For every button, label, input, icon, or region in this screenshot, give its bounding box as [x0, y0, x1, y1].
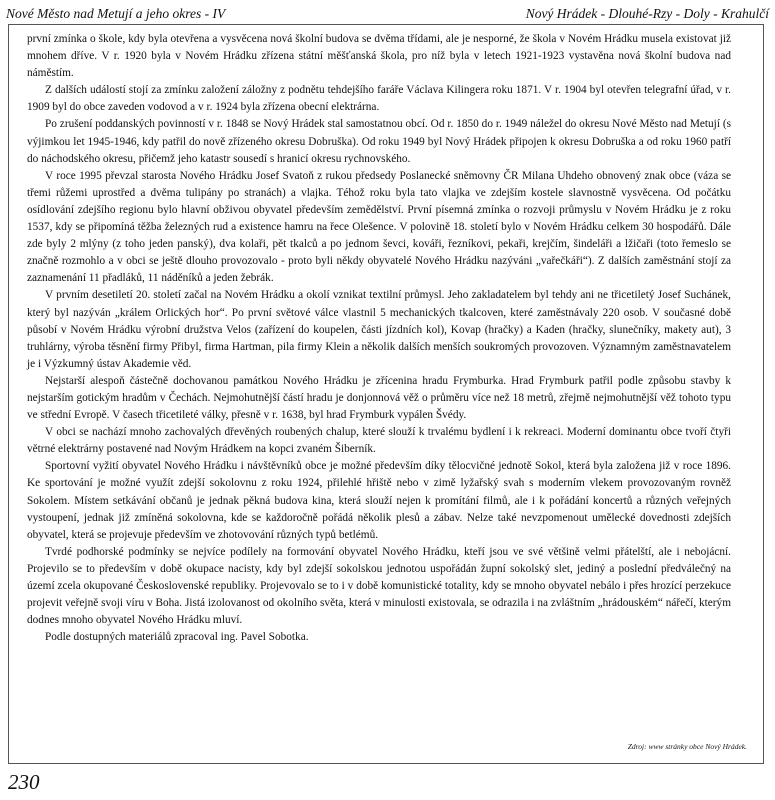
paragraph-coat-of-arms-industry: V roce 1995 převzal starosta Nového Hrádku Josef Svatoň z rukou předsedy Poslanecké sněmovny ČR Milana Uhdeho obnovený znak obce (váza se třemi růžemi uprostřed a dvěma tulipány po stranách) a vlajka. Téhož roku byla tato vlajka ve zdejším kostele slavnostně vysvěcena. Od počátku osídlování zdejšího regionu bylo hlavní obživou obyvatel především zemědělství. První písemná zmínka o rozvoji průmyslu v Novém Hrádku je z roku 1537, kdy se připomíná těžba železných rud a existence hamru na řece Olešence. V polovině 18. století bylo v Novém Hrádku celkem 30 hospodářů. Dále zde byly 2 mlýny (z toho jeden panský), dva kolaři, pět tkalců a po jednom ševci, kováři, řezníkovi, pekaři, krejčím, šindeláři a lžičaři (toto řemeslo se značně rozmohlo a v obci se ještě dlouho provozovalo - proto byli někdy obyvatelé Nového Hrádku nazýváni „vařečkáři“). Z dalších zaměstnání stojí za zaznamenání 11 přadláků, 11 náděníků a jeden žebrák.: [27, 169, 731, 285]
header-book-title: Nové Město nad Metují a jeho okres - IV: [6, 6, 226, 21]
paragraph-people: Tvrdé podhorské podmínky se nejvíce podílely na formování obyvatel Nového Hrádku, kteří jsou ve své většině velmi přátelští, ale i nebojácní. Projevilo se to především v době okupace nacisty, kdy byl zdejší sokolskou jednotou uspořádán župní sokolský slet, jediný a poslední předválečný na území zcela okupované Československé republiky. Projevovalo se to i v době komunistické totality, kdy se mnoho obyvatel nebálo i přes hrozící perzekuce projevit veřejně svoji víru v Boha. Jistá izolovanost od okolního světa, která v minulosti existovala, se odrazila i na zvláštním „hrádouském“ nářečí, kterým dodnes mnoho obyvatel Nového Hrádku mluví.: [27, 545, 731, 627]
running-header: [6, 6, 769, 22]
paragraph-cottages: V obci se nachází mnoho zachovalých dřevěných roubených chalup, které slouží k trvalému bydlení i k rekreaci. Moderní dominantu obce tvoří čtyři větrné elektrárny postavené nad Novým Hrádkem na kopci zvaném Šiberník.: [27, 426, 731, 456]
paragraph-castle: Nejstarší alespoň částečně dochovanou památkou Nového Hrádku je zřícenina hradu Frymburka. Hrad Frymburk patřil podle způsobu stavby k nejstarším gotickým hradům v Čechách. Nejmohutnější částí hradu je donjonnová věž o průměru více než 18 metrů, zřejmě nejmohutnější věž tohoto typu ve střední Evropě. V časech třicetileté války, přesně v r. 1638, byl hrad Frymburk vypálen Švédy.: [27, 374, 731, 422]
paragraph-administration: Po zrušení poddanských povinností v r. 1848 se Nový Hrádek stal samostatnou obcí. Od r. 1850 do r. 1949 náležel do okresu Nové Město nad Metují (s výjimkou let 1945-1946, kdy patřil do nově zřízeného okresu Dobruška). Od roku 1949 byl Nový Hrádek připojen k okresu Dobruška a od roku 1960 patří do náchodského okresu, přičemž jeho katastr sousedí s hranicí okresu rychnovského.: [27, 118, 731, 165]
article-body: [27, 31, 731, 646]
paragraph-author: Podle dostupných materiálů zpracoval ing. Pavel Sobotka.: [45, 631, 309, 644]
paragraph-textile: V prvním desetiletí 20. století začal na Novém Hrádku a okolí vznikat textilní průmysl. Jeho zakladatelem byl tehdy ani ne třicetiletý Josef Suchánek, který byl nazýván „králem Orlických hor“. Po první světové válce vlastnil 5 mechanických tkalcoven, které zaměstnávaly 220 osob. V současné době působí v Novém Hrádku výrobní družstva Velos (zařízení do koupelen, části jízdních kol), Kovap (hračky) a Kaden (hračky, slunečníky, makety aut), 3 truhlárny, výroba těsnění firmy Přibyl, firma Hartman, pila firmy Klein a několik dalších menších soukromých provozoven. Významným zaměstnavatelem je i Výzkumný ústav Akademie věd.: [27, 289, 731, 370]
source-note: Zdroj: www stránky obce Nový Hrádek.: [627, 742, 747, 751]
paragraph-school: první zmínka o škole, kdy byla otevřena a vysvěcena nová školní budova se dvěma třídami, ale je nesporné, že škola v Novém Hrádku musela existovat již mnohem dříve. V r. 1920 byla v Novém Hrádku zřízena státní měšťanská škola, pro níž byla v letech 1921-1923 vystavěna nová školní budova nad náměstím.: [27, 33, 731, 80]
paragraph-events: Z dalších událostí stojí za zmínku založení záložny z podnětu tehdejšího faráře Václava Kilingera roku 1871. V r. 1904 byl otevřen telegrafní úřad, v r. 1909 byl do obce zaveden vodovod a v r. 1924 byla zřízena obecní elektrárna.: [27, 84, 731, 114]
paragraph-sport-culture: Sportovní vyžití obyvatel Nového Hrádku i návštěvníků obce je možné především díky tělocvičné jednotě Sokol, která byla založena již v roce 1896. Ke sportování je možné využít zdejší sokolovnu z roku 1924, přilehlé hřiště nebo v zimě lyžařský svah s moderním vlekem provozovaným rovněž Sokolem. Místem setkávání občanů je jednak pěkná budova kina, která slouží nejen k promítání filmů, ale i k pořádání koncertů a různých veřejných vystoupení, jednak již zmíněná sokolovna, kde se každoročně pořádá několik plesů a zábav. Nelze také nevzpomenout umělecké dovednosti zdejších obyvatel, která se projevuje především ve zhotovování různých typů betlémů.: [27, 460, 731, 541]
header-chapter-title: Nový Hrádek - Dlouhé-Rzy - Doly - Krahulčí: [525, 6, 769, 21]
page-number: 230: [8, 770, 40, 794]
